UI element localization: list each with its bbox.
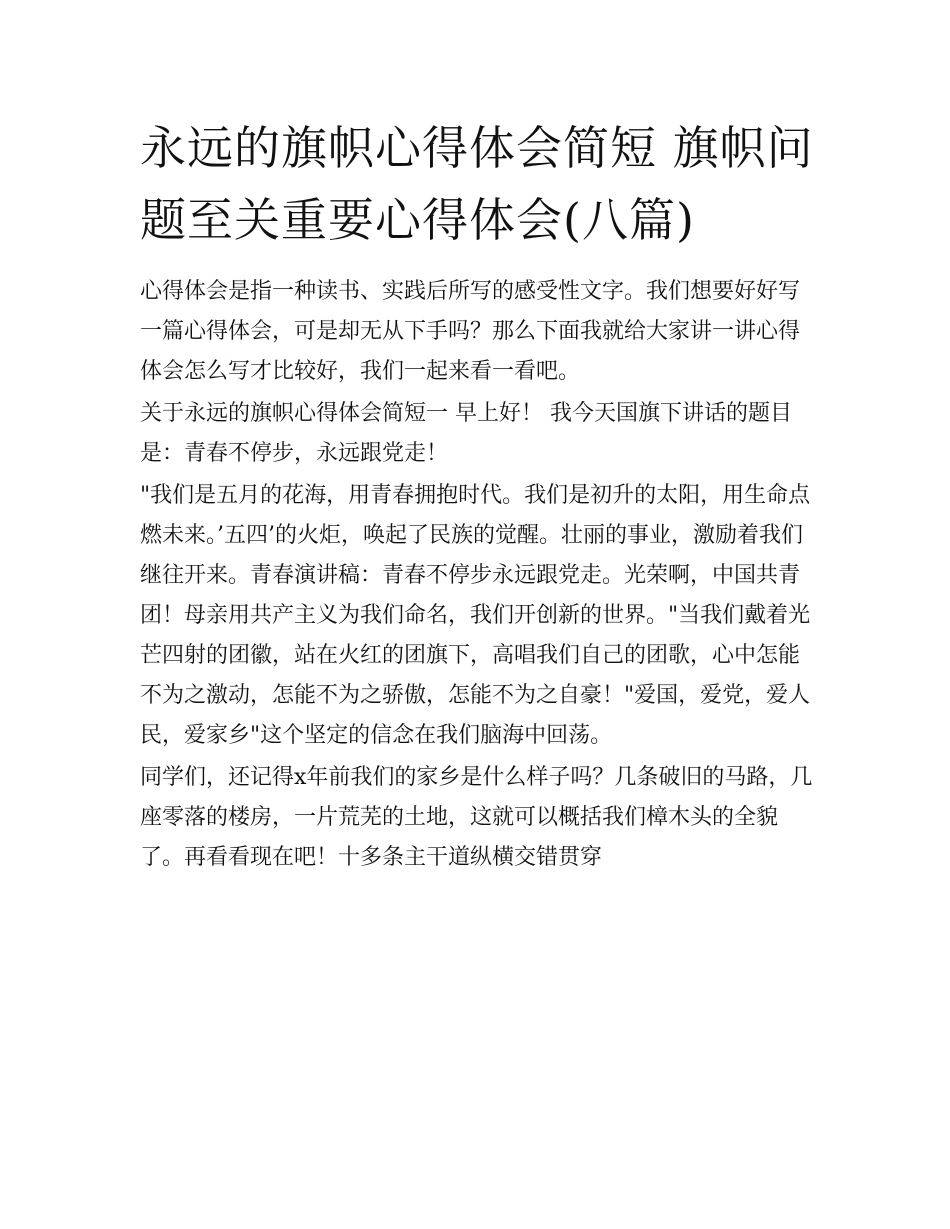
paragraph-intro: 心得体会是指一种读书、实践后所写的感受性文字。我们想要好好写一篇心得体会，可是却无从下手吗？那么下面我就给大家讲一讲心得体会怎么写才比较好，我们一起来看一看吧。: [140, 279, 801, 384]
paragraph-youth-quote: "我们是五月的花海，用青春拥抱时代。我们是初升的太阳，用生命点燃未来。’五四’的火炬，唤起了民族的觉醒。壮丽的事业，激励着我们继往开来。青春演讲稿：青春不停步永远跟党走。光荣啊，中国共青团！母亲用共产主义为我们命名，我们开创新的世界。"当我们戴着光芒四射的团徽，站在火红的团旗下，高唱我们自己的团歌，心中怎能不为之激动，怎能不为之骄傲，怎能不为之自豪！"爱国，爱党，爱人民，爱家乡"这个坚定的信念在我们脑海中回荡。: [140, 483, 811, 748]
paragraph-speech-opening: 关于永远的旗帜心得体会简短一 早上好！ 我今天国旗下讲话的题目是：青春不停步，永远跟党走！: [140, 401, 792, 466]
document-page: [140, 112, 815, 880]
paragraph-hometown: 同学们，还记得x年前我们的家乡是什么样子吗？几条破旧的马路，几座零落的楼房，一片荒芜的土地，这就可以概括我们樟木头的全貌了。再看看现在吧！十多条主干道纵横交错贯穿: [140, 765, 813, 870]
document-title: 永远的旗帜心得体会简短 旗帜问题至关重要心得体会(八篇): [140, 121, 814, 247]
